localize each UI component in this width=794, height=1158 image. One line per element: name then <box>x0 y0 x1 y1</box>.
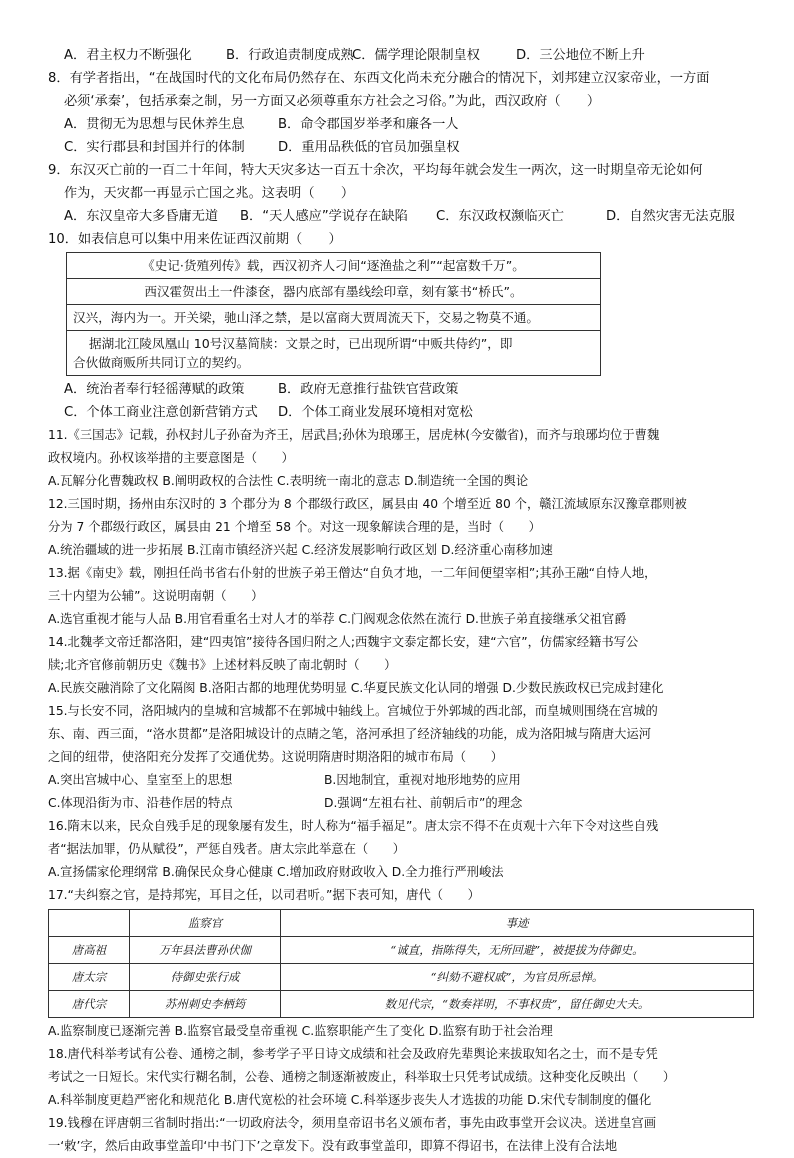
q7-options <box>48 44 750 67</box>
q10-option-d[interactable]: D．个体工商业发展环境相对宽松 <box>278 405 473 420</box>
q10-material-2: 西汉霍贺出土一件漆奁，器内底部有墨线绘印章，刻有篆书“桥氏”。 <box>67 279 601 305</box>
q12-stem-1: 12.三国时期，扬州由东汉时的 3 个郡分为 8 个郡级行政区，属县由 40 个增至近 80 个，赣江流域原东汉豫章郡则被 <box>48 497 687 511</box>
table-row <box>49 937 754 964</box>
q9-option-d[interactable]: D．自然灾害无法克服 <box>606 209 735 224</box>
q18-stem-1: 18.唐代科举考试有公卷、通榜之制，参考学子平日诗文成绩和社会及政府先辈舆论来拔取知名之士，而不是专凭 <box>48 1047 658 1061</box>
q19-stem-2: 一‘敕’字，然后由政事堂盖印‘中书门下’之章发下。没有政事堂盖印，即算不得诏书，在法律上没有合法地 <box>48 1139 617 1153</box>
q17-censor-table <box>48 909 754 1018</box>
q17-row2-deeds: “纠劾不避权戚”，为官员所忌惮。 <box>281 964 754 991</box>
q17-header-blank <box>49 910 130 937</box>
q8-option-c[interactable]: C．实行郡县和封国并行的体制 <box>64 140 245 155</box>
q15-option-d[interactable]: D.强调“左祖右社、前朝后市”的理念 <box>324 796 523 810</box>
q10-material-1: 《史记·货殖列传》载，西汉初齐人刁间“逐渔盐之利”“起富数千万”。 <box>67 253 601 279</box>
q17-row2-official: 侍御史张行成 <box>130 964 281 991</box>
q17-options[interactable]: A.监察制度已逐渐完善 B.监察官最受皇帝重视 C.监察职能产生了变化 D.监察有助于社会治理 <box>48 1024 553 1038</box>
q15-option-c[interactable]: C.体现沿街为市、沿巷作居的特点 <box>48 796 233 810</box>
q15-stem-2: 东、南、西三面，“洛水贯都”是洛阳城设计的点睛之笔，洛河承担了经济轴线的功能，成为洛阳城与隋唐大运河 <box>48 727 651 741</box>
q19-stem-1: 19.钱穆在评唐朝三省制时指出:“一切政府法令，须用皇帝诏书名义颁布者，事先由政事堂开会议决。送进皇宫画 <box>48 1116 657 1130</box>
q10-option-c[interactable]: C．个体工商业注意创新营销方式 <box>64 405 258 420</box>
q15-options-ab <box>48 769 750 792</box>
q17-header-official: 监察官 <box>130 910 281 937</box>
q16-stem-2: 者“据法加罪，仍从赋役”，严惩自残者。唐太宗此举意在（ ） <box>48 842 406 856</box>
q16-options[interactable]: A.宣扬儒家伦理纲常 B.确保民众身心健康 C.增加政府财政收入 D.全力推行严刑峻法 <box>48 865 504 879</box>
q8-stem-1: 8．有学者指出，“在战国时代的文化布局仍然存在、东西文化尚未充分融合的情况下，刘邦建立汉家帝业，一方面 <box>48 71 710 86</box>
q18-stem-2: 考试之一日短长。宋代实行糊名制，公卷、通榜之制逐渐被废止，科举取士只凭考试成绩。这种变化反映出（ ） <box>48 1070 676 1084</box>
q10-option-a[interactable]: A．统治者奉行轻徭薄赋的政策 <box>64 382 245 397</box>
q10-options-cd <box>48 401 750 424</box>
q17-row3-official: 苏州刺史李栖筠 <box>130 991 281 1018</box>
q8-option-d[interactable]: D．重用品秩低的官员加强皇权 <box>278 140 460 155</box>
q15-stem-1: 15.与长安不同，洛阳城内的皇城和宫城都不在郭城中轴线上。宫城位于外郭城的西北部，而皇城则围绕在宫城的 <box>48 704 658 718</box>
q15-stem-3: 之间的纽带，使洛阳充分发挥了交通优势。这说明隋唐时期洛阳的城市布局（ ） <box>48 750 503 764</box>
q12-options[interactable]: A.统治疆域的进一步拓展 B.江南市镇经济兴起 C.经济发展影响行政区划 D.经济重心南移加速 <box>48 543 553 557</box>
q9-option-a[interactable]: A．东汉皇帝大多昏庸无道 <box>64 209 219 224</box>
q17-table-header <box>49 910 754 937</box>
q8-stem-2: 必须‘承秦’，包括承秦之制，另一方面又必须尊重东方社会之习俗。”为此，西汉政府（ ） <box>64 94 601 109</box>
q13-options[interactable]: A.选官重视才能与人品 B.用官看重名士对人才的举荐 C.门阀观念依然在流行 D.世族子弟直接继承父祖官爵 <box>48 612 627 626</box>
q14-stem-1: 14.北魏孝文帝迁都洛阳，建“四夷馆”接待各国归附之人;西魏宇文泰定都长安，建“六官”，仿儒家经籍书写公 <box>48 635 639 649</box>
q10-options-ab <box>48 378 750 401</box>
q10-material-4 <box>67 331 601 376</box>
q17-row1-official: 万年县法曹孙伏伽 <box>130 937 281 964</box>
table-row <box>49 964 754 991</box>
q10-material-4-line-2: 合伙做商贩所共同订立的契约。 <box>73 355 250 370</box>
q9-option-b[interactable]: B．“天人感应”学说存在缺陷 <box>240 209 408 224</box>
q17-row2-emperor: 唐太宗 <box>49 964 130 991</box>
q17-row1-deeds: “诚直，指陈得失，无所回避”，被提拔为侍御史。 <box>281 937 754 964</box>
q14-options[interactable]: A.民族交融消除了文化隔阂 B.洛阳古都的地理优势明显 C.华夏民族文化认同的增强 D.少数民族政权已完成封建化 <box>48 681 664 695</box>
q10-stem: 10．如表信息可以集中用来佐证西汉前期（ ） <box>48 232 342 247</box>
q17-stem: 17.“夫纠察之官，是持邦宪，耳目之任，以司君听。”据下表可知，唐代（ ） <box>48 888 480 902</box>
q17-row1-emperor: 唐高祖 <box>49 937 130 964</box>
q15-option-b[interactable]: B.因地制宜，重视对地形地势的应用 <box>324 773 521 787</box>
q17-row3-deeds: 数见代宗，“数奏祥明，不事权贵”，留任御史大夫。 <box>281 991 754 1018</box>
q11-options[interactable]: A.瓦解分化曹魏政权 B.阐明政权的合法性 C.表明统一南北的意志 D.制造统一全国的舆论 <box>48 474 529 488</box>
q7-option-b[interactable]: B．行政追责制度成熟 <box>226 48 354 63</box>
q7-option-c[interactable]: C．儒学理论限制皇权 <box>352 48 480 63</box>
q8-options-cd <box>48 136 750 159</box>
q14-stem-2: 牍;北齐官修前朝历史《魏书》上述材料反映了南北朝时（ ） <box>48 658 397 672</box>
q11-stem-1: 11.《三国志》记载，孙权封儿子孙奋为齐王，居武昌;孙休为琅琊王，居虎林(今安徽省)，而齐与琅琊均位于曹魏 <box>48 428 660 442</box>
q17-header-deeds: 事迹 <box>281 910 754 937</box>
q10-material-3: 汉兴，海内为一。开关梁，驰山泽之禁，是以富商大贾周流天下，交易之物莫不通。 <box>67 305 601 331</box>
table-row <box>49 991 754 1018</box>
q10-material-table <box>66 252 601 376</box>
q16-stem-1: 16.隋末以来，民众自残手足的现象屡有发生，时人称为“福手福足”。唐太宗不得不在贞观十六年下令对这些自残 <box>48 819 659 833</box>
q12-stem-2: 分为 7 个郡级行政区，属县由 21 个增至 58 个。对这一现象解读合理的是，当时（ ） <box>48 520 541 534</box>
q8-options-ab <box>48 113 750 136</box>
q8-option-a[interactable]: A．贯彻无为思想与民休养生息 <box>64 117 245 132</box>
q18-options[interactable]: A.科举制度更趋严密化和规范化 B.唐代宽松的社会环境 C.科举逐步丧失人才选拔的功能 D.宋代专制制度的僵化 <box>48 1093 652 1107</box>
q8-option-b[interactable]: B．命令郡国岁举孝和廉各一人 <box>278 117 459 132</box>
q9-stem-2: 作为，天灾都一再显示亡国之兆。这表明（ ） <box>64 186 355 201</box>
q17-row3-emperor: 唐代宗 <box>49 991 130 1018</box>
q11-stem-2: 政权境内。孙权该举措的主要意图是（ ） <box>48 451 294 465</box>
q15-option-a[interactable]: A.突出宫城中心、皇室至上的思想 <box>48 773 233 787</box>
q9-option-c[interactable]: C．东汉政权濒临灭亡 <box>436 209 564 224</box>
q9-options <box>48 205 750 228</box>
q13-stem-1: 13.据《南史》载，刚担任尚书省右仆射的世族子弟王僧达“自负才地，一二年间便望宰相”;其孙王融“自恃人地， <box>48 566 657 580</box>
q10-material-4-line-1: 据湖北江陵凤凰山 10号汉墓简牍：文景之时，已出现所谓“中贩共侍约”，即 <box>89 336 513 351</box>
q9-stem-1: 9．东汉灭亡前的一百二十年间，特大天灾多达一百五十余次，平均每年就会发生一两次，这一时期皇帝无论如何 <box>48 163 703 178</box>
q7-option-d[interactable]: D．三公地位不断上升 <box>516 48 645 63</box>
q15-options-cd <box>48 792 750 815</box>
q13-stem-2: 三十内望为公辅”。这说明南朝（ ） <box>48 589 264 603</box>
q7-option-a[interactable]: A．君主权力不断强化 <box>64 48 192 63</box>
q10-option-b[interactable]: B．政府无意推行盐铁官营政策 <box>278 382 459 397</box>
